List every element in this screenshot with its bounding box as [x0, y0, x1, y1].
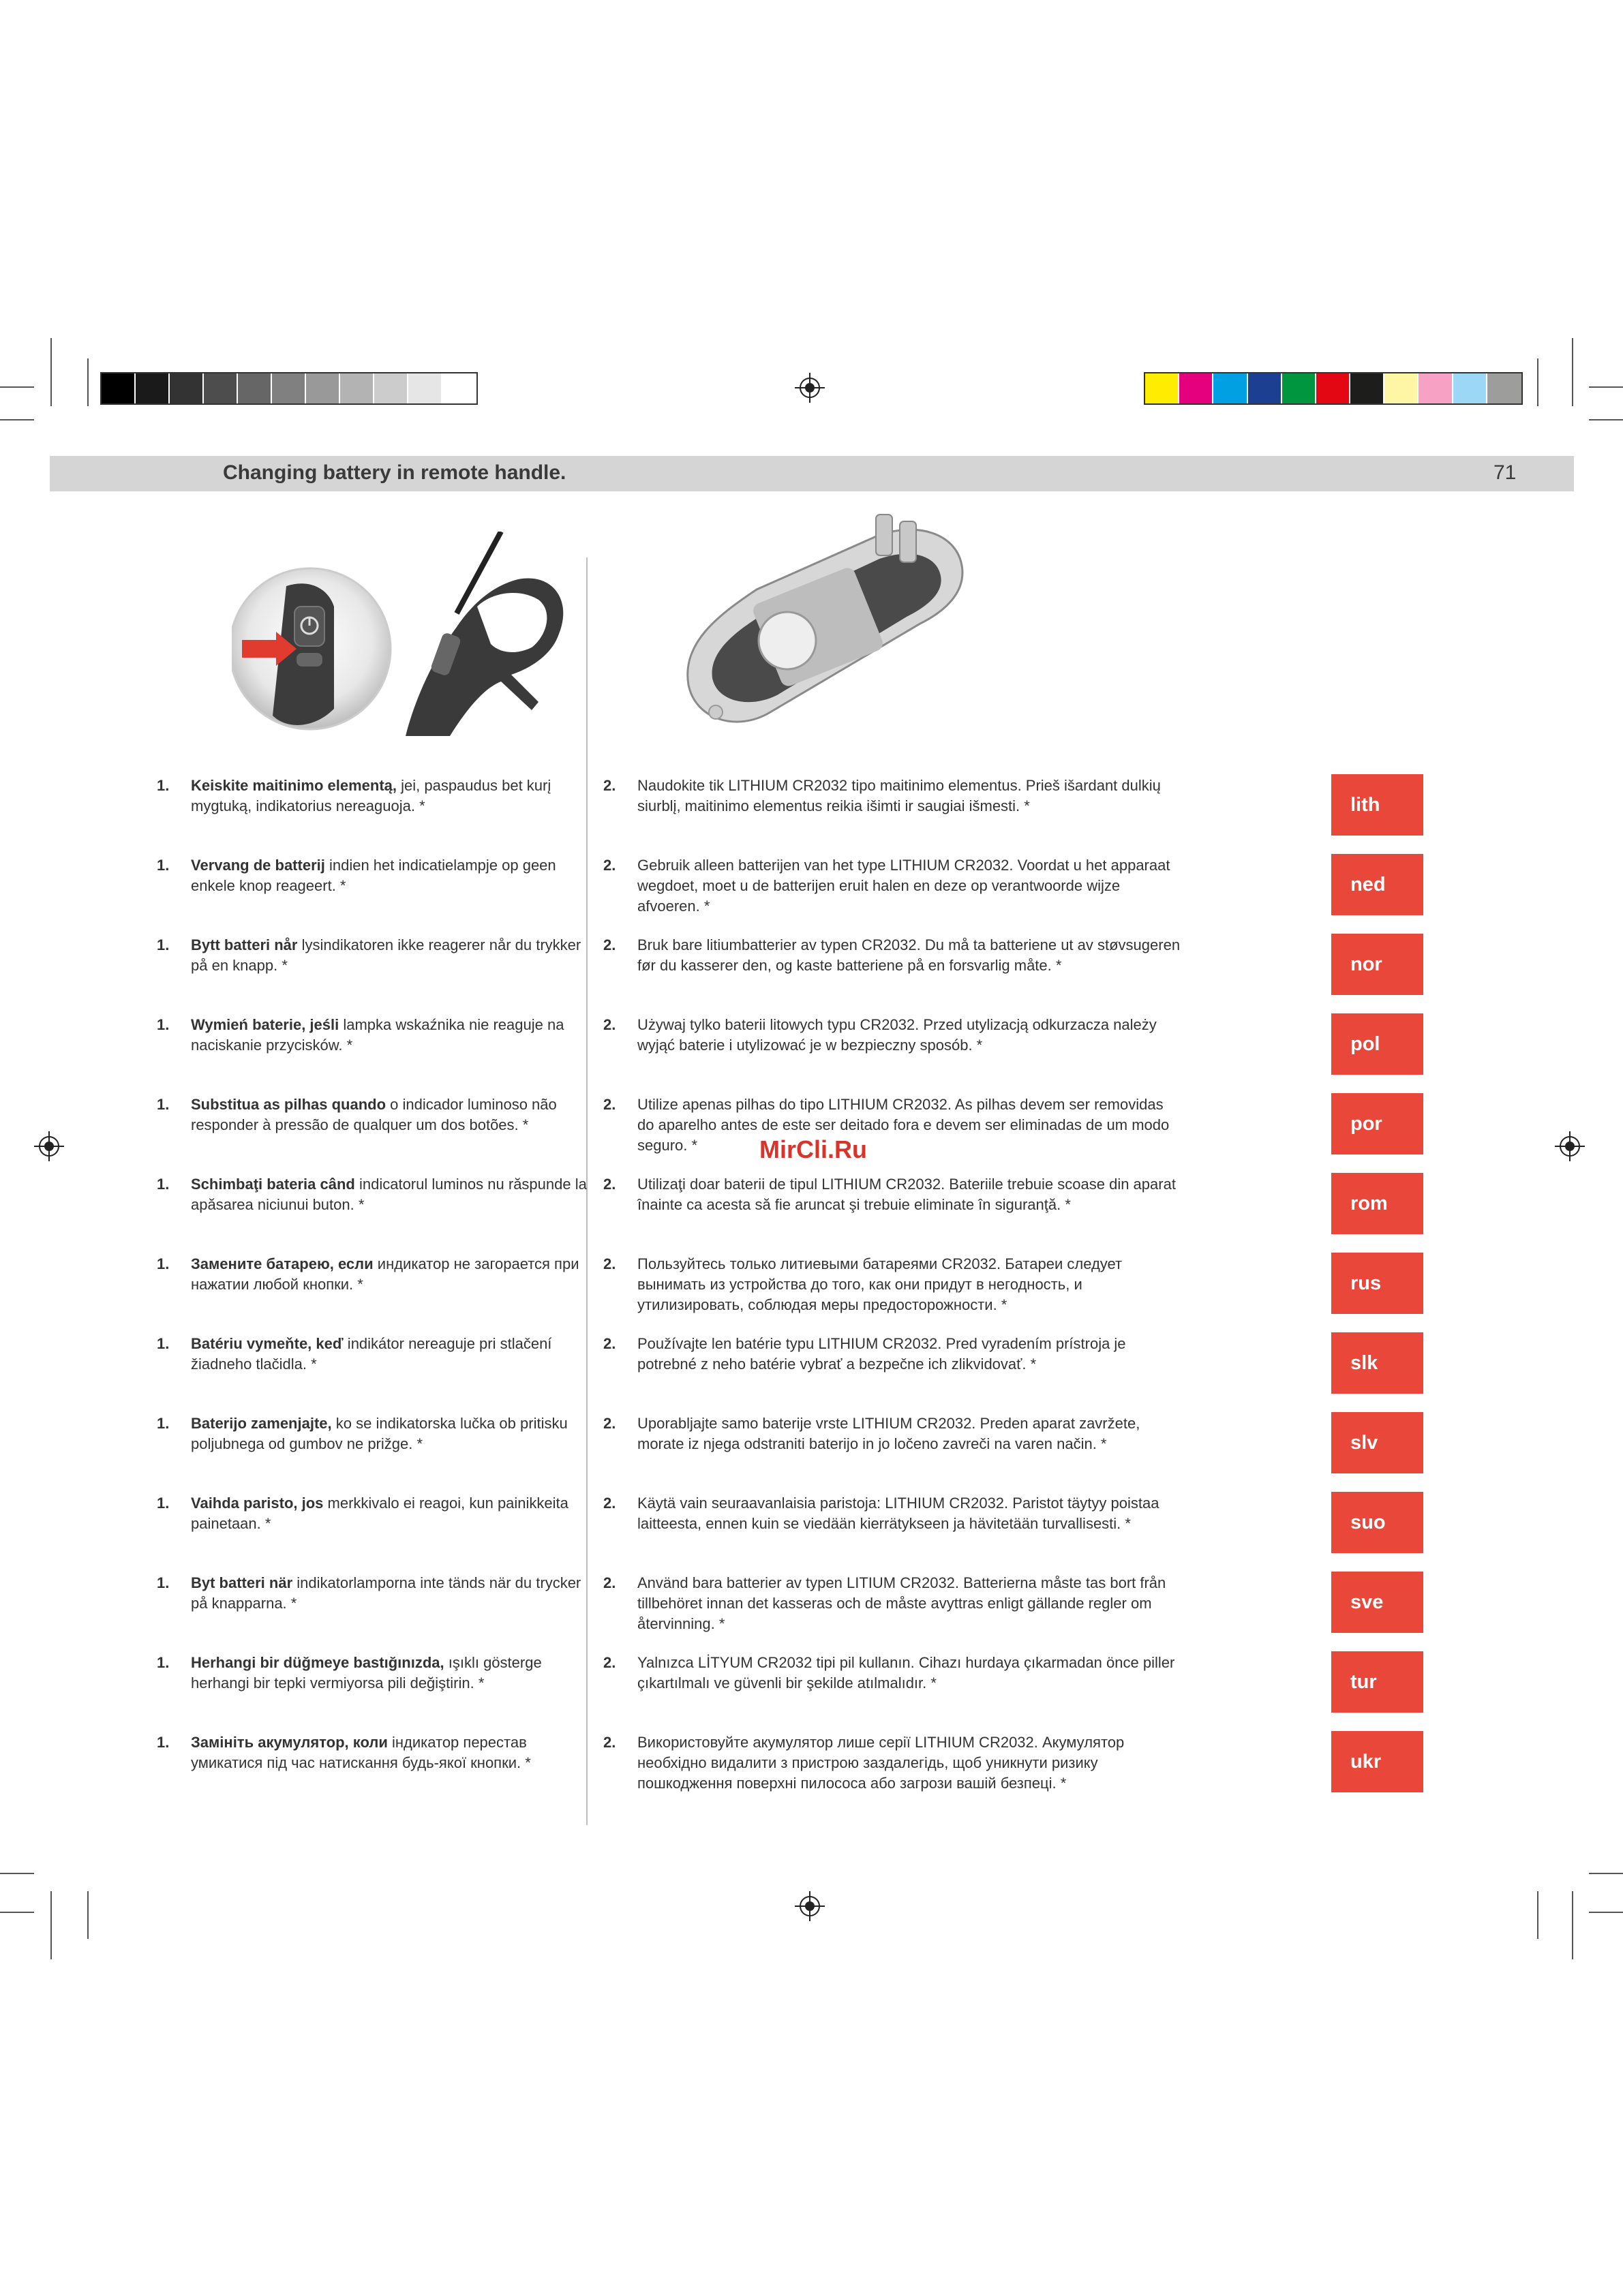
- step-text: Uporabljajte samo baterije vrste LITHIUM CR2032. Preden aparat zavržete, morate iz njega odstraniti baterijo in jo ločeno zavreči na varen način. *: [637, 1415, 1140, 1452]
- language-tab-rus[interactable]: rus: [1331, 1253, 1423, 1314]
- color-swatch: [306, 373, 340, 403]
- step-text: [191, 1254, 593, 1295]
- step-bold-lead: Keiskite maitinimo elementą,: [191, 777, 397, 794]
- language-tab-slk[interactable]: slk: [1331, 1332, 1423, 1394]
- language-tab-nor[interactable]: nor: [1331, 934, 1423, 995]
- language-tab-ukr[interactable]: ukr: [1331, 1731, 1423, 1792]
- crop-mark: [1589, 386, 1623, 388]
- language-tab-slv[interactable]: slv: [1331, 1412, 1423, 1473]
- step-body: индикатор не загорается при нажатии любой кнопки. *: [191, 1255, 579, 1293]
- step-number: 2.: [603, 1096, 616, 1113]
- color-swatch: [170, 373, 204, 403]
- crop-mark: [87, 1891, 89, 1939]
- crop-mark: [0, 419, 34, 420]
- crop-mark: [1572, 1891, 1573, 1959]
- color-swatch: [272, 373, 306, 403]
- color-swatch: [136, 373, 170, 403]
- color-swatch: [1248, 373, 1282, 403]
- step-number: 2.: [603, 1335, 616, 1352]
- step-body: lysindikatoren ikke reagerer når du trykker på en knapp. *: [191, 936, 581, 974]
- language-tab-por[interactable]: por: [1331, 1093, 1423, 1154]
- step-number: 1.: [157, 1574, 170, 1591]
- step-number: 2.: [603, 936, 616, 953]
- step-text: Yalnızca LİTYUM CR2032 tipi pil kullanın. Cihazı hurdaya çıkarmadan önce piller çıkartılmalı ve güvenli bir şekilde atılmalıdır. *: [637, 1654, 1175, 1692]
- step-number: 1.: [157, 857, 170, 874]
- language-tab-suo[interactable]: suo: [1331, 1492, 1423, 1553]
- step-text: Käytä vain seuraavanlaisia paristoja: LITHIUM CR2032. Paristot täytyy poistaa laitteesta, ennen kuin se viedään kierrätykseen ja hävitetään turvallisesti. *: [637, 1495, 1159, 1532]
- color-swatch: [1316, 373, 1350, 403]
- language-tab-pol[interactable]: pol: [1331, 1013, 1423, 1075]
- step-text: Używaj tylko baterii litowych typu CR2032. Przed utylizacją odkurzacza należy wyjąć baterie i utylizować je w bezpieczny sposób. *: [637, 1016, 1157, 1054]
- color-swatch: [238, 373, 272, 403]
- crop-mark: [0, 1912, 34, 1913]
- step-number: 1.: [157, 1734, 170, 1751]
- color-swatch: [442, 373, 476, 403]
- step-text: [191, 935, 593, 976]
- step-bold-lead: Batériu vymeňte, keď: [191, 1335, 344, 1352]
- step-number: 1.: [157, 936, 170, 953]
- step-text: [191, 1095, 593, 1135]
- color-swatch: [1487, 373, 1521, 403]
- color-swatch: [1282, 373, 1316, 403]
- color-swatch: [1179, 373, 1213, 403]
- step-text: [191, 855, 593, 896]
- step-bold-lead: Baterijo zamenjajte,: [191, 1415, 332, 1432]
- step-text: [191, 1732, 593, 1773]
- step-body: indikatorlamporna inte tänds när du trycker på knapparna. *: [191, 1574, 581, 1612]
- step-text: [191, 1174, 593, 1215]
- language-row-slk: [150, 1334, 1472, 1402]
- step-body: indien het indicatielampje op geen enkele knop reageert. *: [191, 857, 556, 894]
- step-text: [191, 1334, 593, 1375]
- color-swatch: [1453, 373, 1487, 403]
- language-row-lith: [150, 776, 1472, 844]
- step-text: [191, 1015, 593, 1056]
- crop-mark: [1572, 338, 1573, 406]
- language-row-rom: [150, 1174, 1472, 1242]
- step-bold-lead: Substitua as pilhas quando: [191, 1096, 386, 1113]
- step-number: 1.: [157, 1255, 170, 1272]
- step-number: 2.: [603, 1574, 616, 1591]
- step-body: lampka wskaźnika nie reaguje na naciskanie przycisków. *: [191, 1016, 564, 1054]
- crop-mark: [1537, 358, 1538, 406]
- registration-mark-icon: [795, 373, 825, 403]
- step-number: 2.: [603, 777, 616, 794]
- step-number: 2.: [603, 1654, 616, 1671]
- language-row-slv: [150, 1413, 1472, 1482]
- language-row-por: [150, 1095, 1472, 1163]
- step-number: 1.: [157, 1415, 170, 1432]
- step-text: Bruk bare litiumbatterier av typen CR2032. Du må ta batteriene ut av støvsugeren før du kasserer den, og kaste batteriene på en forsvarlig måte. *: [637, 936, 1181, 974]
- language-tab-lith[interactable]: lith: [1331, 774, 1423, 836]
- step-text: Gebruik alleen batterijen van het type LITHIUM CR2032. Voordat u het apparaat wegdoet, moet u de batterijen eruit halen en deze op verantwoorde wijze afvoeren. *: [637, 857, 1170, 915]
- step-bold-lead: Bytt batteri når: [191, 936, 298, 953]
- step-body: merkkivalo ei reagoi, kun painikkeita painetaan. *: [191, 1495, 568, 1532]
- crop-mark: [1537, 1891, 1538, 1939]
- language-tab-ned[interactable]: ned: [1331, 854, 1423, 915]
- color-swatch: [1419, 373, 1453, 403]
- color-swatch: [1350, 373, 1384, 403]
- step-number: 1.: [157, 1176, 170, 1193]
- step-text: [191, 1653, 593, 1694]
- step-text: [191, 1573, 593, 1614]
- step-number: 2.: [603, 1255, 616, 1272]
- step-text: [191, 776, 593, 816]
- step-bold-lead: Vaihda paristo, jos: [191, 1495, 324, 1512]
- remote-handle-illustration: [232, 532, 573, 756]
- step-body: o indicador luminoso não responder à pressão de qualquer um dos botões. *: [191, 1096, 557, 1133]
- step-number: 2.: [603, 1495, 616, 1512]
- watermark: MirCli.Ru: [759, 1135, 867, 1163]
- registration-mark-icon: [795, 1891, 825, 1921]
- step-number: 1.: [157, 1335, 170, 1352]
- language-row-ned: [150, 855, 1472, 923]
- registration-mark-icon: [34, 1131, 64, 1161]
- step-number: 1.: [157, 1495, 170, 1512]
- crop-mark: [1589, 1912, 1623, 1913]
- color-swatch: [102, 373, 136, 403]
- language-row-pol: [150, 1015, 1472, 1083]
- crop-mark: [50, 1891, 52, 1959]
- language-tab-sve[interactable]: sve: [1331, 1572, 1423, 1633]
- step-number: 1.: [157, 1016, 170, 1033]
- color-swatch: [1213, 373, 1247, 403]
- step-bold-lead: Замените батарею, если: [191, 1255, 374, 1272]
- registration-mark-icon: [1555, 1131, 1585, 1161]
- color-swatch: [204, 373, 238, 403]
- step-body: ko se indikatorska lučka ob pritisku poljubnega od gumbov ne prižge. *: [191, 1415, 568, 1452]
- crop-mark: [0, 1873, 34, 1874]
- step-text: [191, 1493, 593, 1534]
- step-number: 2.: [603, 1176, 616, 1193]
- crop-mark: [0, 386, 34, 388]
- step-text: Naudokite tik LITHIUM CR2032 tipo maitinimo elementus. Prieš išardant dulkių siurblį, maitinimo elementus reikia išimti ir saugiai išmesti. *: [637, 777, 1161, 814]
- step-bold-lead: Byt batteri när: [191, 1574, 293, 1591]
- step-text: Використовуйте акумулятор лише серії LITHIUM CR2032. Акумулятор необхідно видалити з пристрою заздалегідь, щоб уникнути ризику пошкодження поверхні пилососа або загрози вашій безпеці. *: [637, 1734, 1125, 1792]
- crop-mark: [1589, 419, 1623, 420]
- step-number: 1.: [157, 1096, 170, 1113]
- language-tab-rom[interactable]: rom: [1331, 1173, 1423, 1234]
- step-bold-lead: Vervang de batterij: [191, 857, 325, 874]
- step-bold-lead: Wymień baterie, jeśli: [191, 1016, 339, 1033]
- color-swatch: [1384, 373, 1419, 403]
- step-bold-lead: Замініть акумулятор, коли: [191, 1734, 388, 1751]
- language-row-rus: [150, 1254, 1472, 1322]
- page-title: Changing battery in remote handle.: [223, 461, 566, 484]
- crop-mark: [87, 358, 89, 406]
- step-number: 1.: [157, 777, 170, 794]
- language-tab-tur[interactable]: tur: [1331, 1651, 1423, 1713]
- step-text: [191, 1413, 593, 1454]
- language-row-suo: [150, 1493, 1472, 1561]
- color-swatch: [340, 373, 374, 403]
- step-body: індикатор перестав умикатися під час натискання будь-якої кнопки. *: [191, 1734, 531, 1771]
- step-text: Пользуйтесь только литиевыми батареями CR2032. Батареи следует вынимать из устройства до того, как они придут в негодность, и утилизировать, соблюдая меры предосторожности. *: [637, 1255, 1123, 1313]
- grayscale-color-bar: [100, 372, 478, 405]
- color-swatch: [408, 373, 442, 403]
- step-text: Používajte len batérie typu LITHIUM CR2032. Pred vyradením prístroja je potrebné z neho batérie vybrať a bezpečne ich zlikvidovať. *: [637, 1335, 1126, 1373]
- step-bold-lead: Schimbaţi bateria când: [191, 1176, 355, 1193]
- crop-mark: [50, 338, 52, 406]
- step-body: jei, paspaudus bet kurį mygtuką, indikatorius nereaguoja. *: [191, 777, 551, 814]
- step-number: 2.: [603, 1734, 616, 1751]
- step-body: ışıklı gösterge herhangi bir tepki vermiyorsa pili değiştirin. *: [191, 1654, 542, 1692]
- step-number: 2.: [603, 1016, 616, 1033]
- cmyk-color-bar: [1144, 372, 1523, 405]
- step-text: Utilizaţi doar baterii de tipul LITHIUM CR2032. Bateriile trebuie scoase din aparat înainte ca acesta să fie aruncat şi trebuie eliminate în siguranţă. *: [637, 1176, 1176, 1213]
- step-body: indicatorul luminos nu răspunde la apăsarea niciunui buton. *: [191, 1176, 587, 1213]
- step-number: 2.: [603, 857, 616, 874]
- step-number: 2.: [603, 1415, 616, 1432]
- crop-mark: [1589, 1873, 1623, 1874]
- language-row-ukr: [150, 1732, 1472, 1801]
- step-bold-lead: Herhangi bir düğmeye bastığınızda,: [191, 1654, 444, 1671]
- color-swatch: [1145, 373, 1179, 403]
- battery-compartment-illustration: [675, 508, 982, 739]
- step-text: Utilize apenas pilhas do tipo LITHIUM CR2032. As pilhas devem ser removidas do aparelho antes de este ser deitado fora e devem ser eliminadas de um modo seguro. *: [637, 1096, 1170, 1154]
- section-header: [50, 456, 1574, 491]
- step-text: Använd bara batterier av typen LITIUM CR2032. Batterierna måste tas bort från tillbehöret innan det kasseras och de måste avyttras enligt gällande regler om återvinning. *: [637, 1574, 1166, 1632]
- language-row-tur: [150, 1653, 1472, 1721]
- language-row-sve: [150, 1573, 1472, 1641]
- step-body: indikátor nereaguje pri stlačení žiadneho tlačidla. *: [191, 1335, 552, 1373]
- language-row-nor: [150, 935, 1472, 1003]
- page-number: 71: [1493, 461, 1517, 484]
- color-swatch: [374, 373, 408, 403]
- step-number: 1.: [157, 1654, 170, 1671]
